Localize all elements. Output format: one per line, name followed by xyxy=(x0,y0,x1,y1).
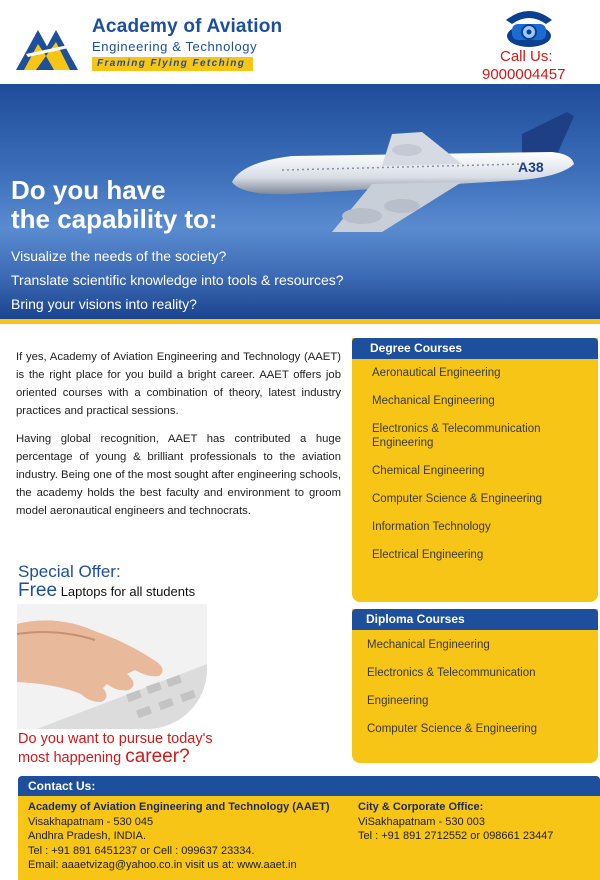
aaet-logo-icon xyxy=(16,26,86,70)
contact-heading: Contact Us: xyxy=(18,776,600,796)
hand-on-keyboard-icon xyxy=(17,604,207,729)
logo-tagline: Framing Flying Fetching xyxy=(92,57,253,71)
city-office-line: Tel : +91 891 2712552 or 098661 23447 xyxy=(358,830,554,842)
contact-city-office xyxy=(358,800,553,844)
degree-course-item[interactable]: Electronics & Telecommunication Engineering xyxy=(372,423,541,449)
intro-text xyxy=(16,348,341,530)
headline-line-1: Do you have xyxy=(11,175,166,205)
banner-headline xyxy=(11,176,218,234)
call-us-number[interactable]: 9000004457 xyxy=(482,66,566,83)
banner-divider xyxy=(0,319,600,324)
logo-subtitle: Engineering & Technology xyxy=(92,39,258,54)
contact-section xyxy=(18,776,600,880)
logo-title: Academy of Aviation xyxy=(92,16,283,37)
city-office-title: City & Corporate Office: xyxy=(358,801,484,813)
degree-courses-panel xyxy=(352,338,598,602)
pursue-line-2a: most happening xyxy=(18,750,126,766)
question-list xyxy=(11,244,344,316)
contact-main-office xyxy=(28,800,330,873)
call-us-label: Call Us: xyxy=(500,48,553,65)
pursue-career-word: career? xyxy=(125,746,190,767)
question-item: Visualize the needs of the society? xyxy=(11,248,227,264)
degree-course-item[interactable]: Mechanical Engineering xyxy=(372,395,495,407)
intro-paragraph-2: Having global recognition, AAET has contributed a huge percentage of young & brilliant professionals to the aviation industry. Being one of the most sought after engineering schools, the academy holds the best faculty and environment to groom model aeronautical engineers and technocrats. xyxy=(16,433,341,517)
degree-courses-heading: Degree Courses xyxy=(352,338,598,359)
city-office-line: ViSakhapatnam - 530 003 xyxy=(358,815,485,828)
main-office-email-website[interactable]: Email: aaaetvizag@yahoo.co.in visit us at: www.aaet.in xyxy=(28,859,297,871)
logo-text xyxy=(92,16,282,71)
diploma-course-item[interactable]: Mechanical Engineering xyxy=(367,639,490,651)
diploma-course-item[interactable]: Electronics & Telecommunication xyxy=(367,667,536,679)
special-offer-title: Special Offer: xyxy=(18,562,121,581)
hero-banner xyxy=(0,84,600,324)
main-office-line: Tel : +91 891 6451237 or Cell : 099637 23334. xyxy=(28,844,255,857)
degree-course-item[interactable]: Chemical Engineering xyxy=(372,465,485,477)
question-item: Bring your visions into reality? xyxy=(11,296,197,312)
degree-course-list xyxy=(352,359,598,562)
pursue-career-text xyxy=(18,730,213,767)
headline-line-2: the capability to: xyxy=(11,204,218,234)
diploma-courses-panel xyxy=(352,609,598,763)
question-item: Translate scientific knowledge into tools & resources? xyxy=(11,272,344,288)
diploma-course-item[interactable]: Computer Science & Engineering xyxy=(367,723,538,735)
plane-tail-text: A38 xyxy=(518,159,544,175)
degree-course-item[interactable]: Information Technology xyxy=(372,521,491,533)
degree-course-item[interactable]: Computer Science & Engineering xyxy=(372,493,543,505)
main-office-line: Andhra Pradesh, INDIA. xyxy=(28,830,147,842)
telephone-icon xyxy=(502,6,556,48)
pursue-line-1: Do you want to pursue today's xyxy=(18,731,213,747)
degree-course-item[interactable]: Aeronautical Engineering xyxy=(372,367,501,379)
diploma-courses-heading: Diploma Courses xyxy=(352,609,598,630)
offer-free-word: Free xyxy=(18,580,58,601)
diploma-course-item[interactable]: Engineering xyxy=(367,695,429,707)
intro-paragraph-1: If yes, Academy of Aviation Engineering and Technology (AAET) is the right place for you build a bright career. AAET offers job oriented courses with a combination of theory, latest industry practices and practical sessions. xyxy=(16,351,341,417)
header xyxy=(0,0,600,84)
diploma-course-list xyxy=(352,630,598,736)
main-office-title: Academy of Aviation Engineering and Technology (AAET) xyxy=(28,801,330,813)
airplane-image xyxy=(222,104,600,244)
laptop-hand-image xyxy=(17,604,207,729)
pursue-line-2 xyxy=(18,748,213,767)
offer-rest-text: Laptops for all students xyxy=(57,584,196,599)
degree-course-item[interactable]: Electrical Engineering xyxy=(372,549,484,561)
main-office-line: Visakhapatnam - 530 045 xyxy=(28,815,154,828)
special-offer-line xyxy=(18,580,195,602)
